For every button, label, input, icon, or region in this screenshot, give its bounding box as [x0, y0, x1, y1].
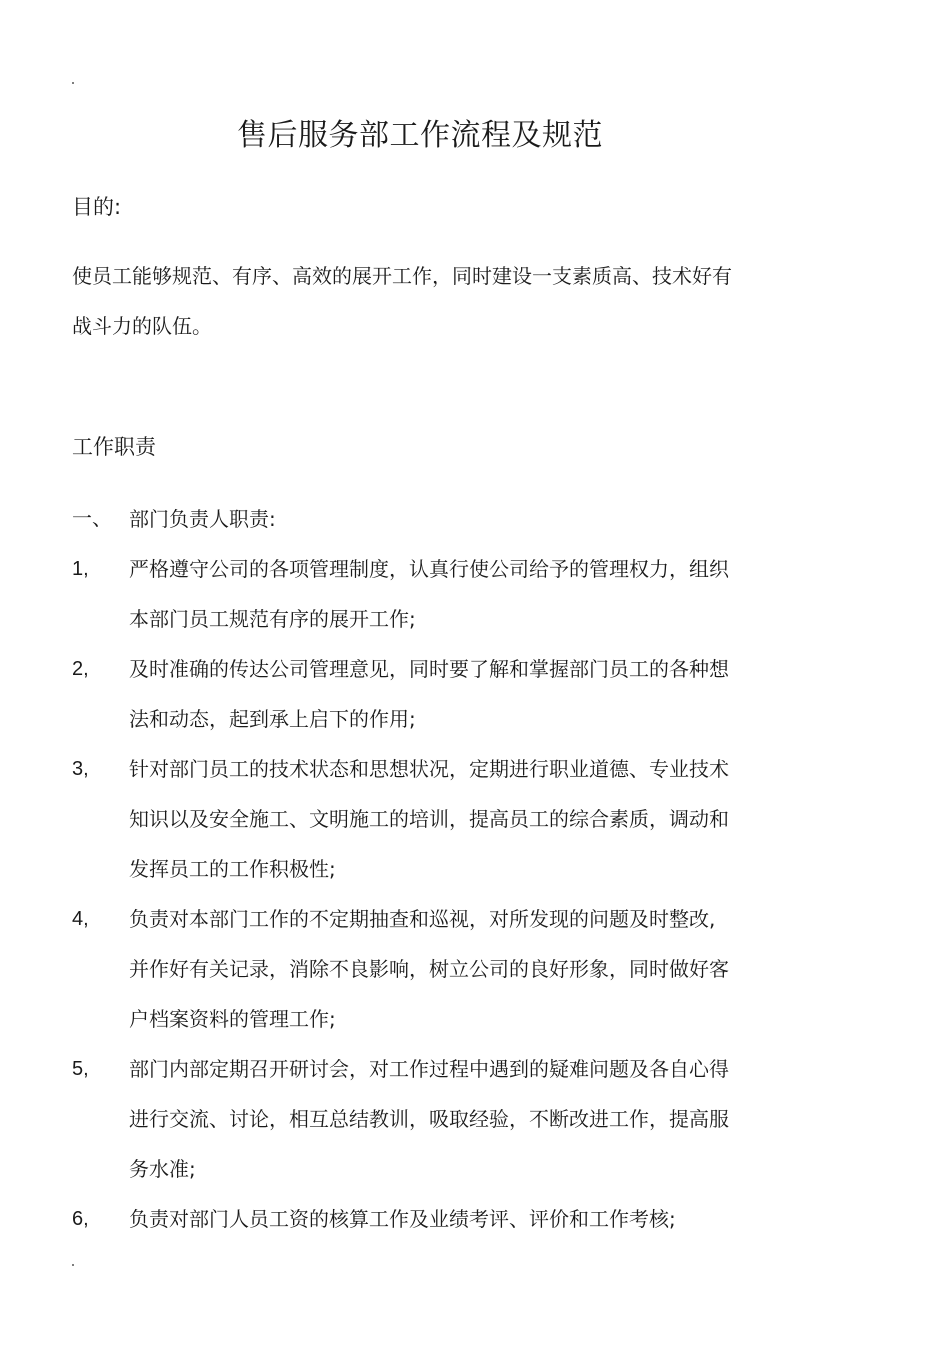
list-item — [72, 744, 772, 894]
list-item-line: 并作好有关记录，消除不良影响，树立公司的良好形象，同时做好客 — [129, 957, 729, 981]
list-item-marker: 4, — [72, 908, 89, 930]
duties-list — [72, 494, 772, 1244]
list-item-marker: 3, — [72, 758, 89, 780]
page-marker-dot — [72, 82, 74, 84]
list-item-marker: 一、 — [72, 508, 112, 530]
list-item-line: 户档案资料的管理工作; — [129, 1007, 336, 1031]
list-item-line: 务水准; — [129, 1157, 196, 1181]
list-item-marker: 6, — [72, 1208, 89, 1230]
document-title — [0, 112, 840, 160]
list-item-line: 部门内部定期召开研讨会，对工作过程中遇到的疑难问题及各自心得 — [129, 1057, 729, 1081]
list-item-line: 进行交流、讨论，相互总结教训，吸取经验，不断改进工作，提高服 — [129, 1107, 729, 1131]
list-item-line: 本部门员工规范有序的展开工作; — [129, 607, 416, 631]
purpose-label: 目的: — [72, 195, 122, 219]
list-item-marker: 1, — [72, 558, 89, 580]
list-item-line: 部门负责人职责: — [129, 507, 276, 531]
list-item-line: 及时准确的传达公司管理意见，同时要了解和掌握部门员工的各种想 — [129, 657, 729, 681]
list-item — [72, 894, 772, 1044]
page-marker-dot — [72, 1264, 74, 1266]
list-item — [72, 544, 772, 644]
list-item-line: 发挥员工的工作积极性; — [129, 857, 336, 881]
list-item-line: 严格遵守公司的各项管理制度，认真行使公司给予的管理权力，组织 — [129, 557, 729, 581]
list-item-line: 法和动态，起到承上启下的作用; — [129, 707, 416, 731]
duties-heading: 工作职责 — [72, 435, 156, 459]
list-item-line: 针对部门员工的技术状态和思想状况，定期进行职业道德、专业技术 — [129, 757, 729, 781]
list-item-line: 负责对部门人员工资的核算工作及业绩考评、评价和工作考核; — [129, 1207, 676, 1231]
list-item-marker: 2, — [72, 658, 89, 680]
list-item-line: 知识以及安全施工、文明施工的培训，提高员工的综合素质，调动和 — [129, 807, 729, 831]
document-title-text: 售后服务部工作流程及规范 — [237, 118, 603, 153]
list-item — [72, 494, 772, 544]
list-item — [72, 1044, 772, 1194]
purpose-line: 使员工能够规范、有序、高效的展开工作，同时建设一支素质高、技术好有 — [72, 264, 732, 288]
purpose-paragraph — [72, 251, 772, 351]
list-item — [72, 644, 772, 744]
list-item — [72, 1194, 772, 1244]
purpose-line: 战斗力的队伍。 — [72, 314, 212, 338]
list-item-line: 负责对本部门工作的不定期抽查和巡视，对所发现的问题及时整改, — [129, 907, 716, 931]
list-item-marker: 5, — [72, 1058, 89, 1080]
